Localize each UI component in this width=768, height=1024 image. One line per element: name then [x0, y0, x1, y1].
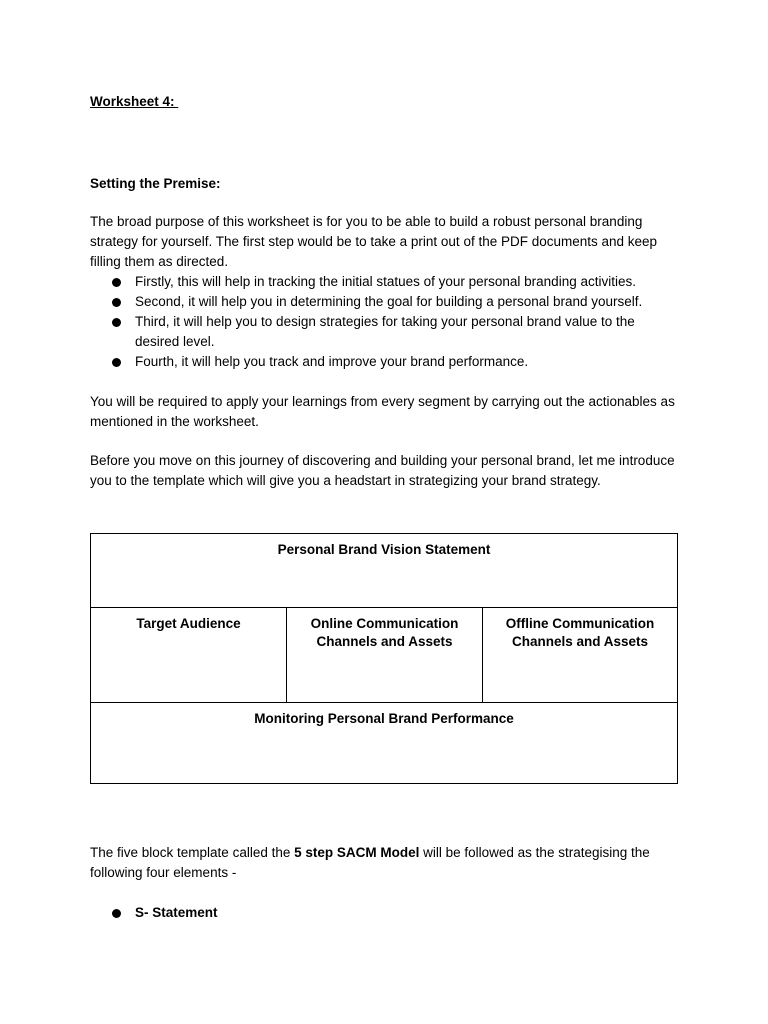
list-item-text: Fourth, it will help you track and improve your brand performance.	[135, 354, 529, 369]
monitoring-row	[91, 703, 677, 783]
section-heading: Setting the Premise:	[90, 176, 221, 191]
target-audience-label: Target Audience	[136, 616, 241, 631]
intro-paragraph: The broad purpose of this worksheet is for you to be able to build a robust personal branding strategy for yourself. The first step would be to take a print out of the PDF documents and keep filling them as directed.	[90, 214, 658, 269]
sacm-element-list	[90, 903, 680, 923]
bullet-icon	[112, 278, 121, 287]
bullet-icon	[112, 318, 121, 327]
channels-row	[91, 608, 677, 703]
monitoring-label: Monitoring Personal Brand Performance	[254, 711, 514, 726]
model-name: 5 step SACM Model	[294, 845, 420, 860]
target-audience-cell	[91, 608, 287, 702]
list-item-text: Third, it will help you to design strategies for taking your personal brand value to the desired level.	[135, 314, 635, 349]
list-item	[90, 312, 680, 352]
online-channels-cell	[287, 608, 483, 702]
list-item	[90, 272, 680, 292]
bullet-icon	[112, 358, 121, 367]
five-block-suffix: will be followed as the strategising the following four elements -	[90, 845, 650, 880]
list-item	[90, 352, 680, 372]
online-channels-label: Online Communication Channels and Assets	[310, 616, 459, 649]
list-item	[90, 292, 680, 312]
offline-channels-cell	[483, 608, 677, 702]
worksheet-title: Worksheet 4:	[90, 94, 179, 109]
list-item	[90, 903, 680, 923]
bullet-icon	[112, 298, 121, 307]
vision-row	[91, 534, 677, 608]
five-block-paragraph	[90, 843, 680, 883]
vision-label: Personal Brand Vision Statement	[277, 542, 491, 557]
list-item-text: Second, it will help you in determining the goal for building a personal brand yourself.	[135, 294, 643, 309]
offline-channels-label: Offline Communication Channels and Assets	[505, 616, 655, 649]
purpose-list	[90, 272, 680, 372]
apply-paragraph: You will be required to apply your learnings from every segment by carrying out the actionables as mentioned in the worksheet.	[90, 394, 675, 429]
list-item-text: Firstly, this will help in tracking the initial statues of your personal branding activities.	[135, 274, 636, 289]
before-paragraph: Before you move on this journey of discovering and building your personal brand, let me introduce you to the template which will give you a headstart in strategizing your brand strategy.	[90, 453, 675, 488]
five-block-prefix: The five block template called the	[90, 845, 295, 860]
bullet-icon	[112, 909, 121, 918]
list-item-text: S- Statement	[135, 905, 218, 920]
brand-template-table	[90, 533, 678, 784]
